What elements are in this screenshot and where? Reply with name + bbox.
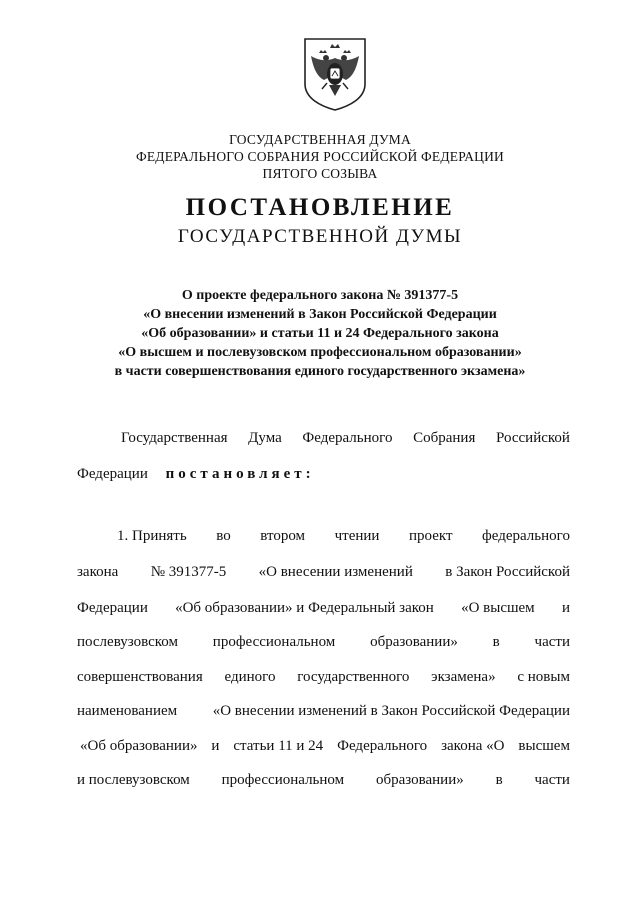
word: единого	[224, 669, 276, 685]
word: Федерального	[302, 430, 393, 446]
word: Государственная	[121, 430, 228, 446]
preamble-federation: Федерации	[77, 466, 148, 482]
word: и	[561, 600, 570, 616]
word: проект	[408, 528, 453, 544]
word: образовании»	[370, 634, 458, 650]
word: совершенствования	[77, 669, 203, 685]
about-line-2: «О внесении изменений в Закон Российской Федерации	[143, 307, 497, 322]
item1-line-2	[77, 564, 570, 581]
word: во	[216, 528, 231, 544]
about-line-5: в части совершенствования единого государственного экзамена»	[114, 364, 526, 379]
header-line-3: ПЯТОГО СОЗЫВА	[262, 166, 378, 181]
item1-line-6	[77, 703, 570, 720]
word: с новым	[517, 669, 570, 685]
document-subtitle: ГОСУДАРСТВЕННОЙ ДУМЫ	[177, 226, 463, 247]
about-line-1: О проекте федерального закона № 391377-5	[181, 288, 459, 303]
word: Собрания	[413, 430, 476, 446]
word: государственного	[297, 669, 410, 685]
about-line-3: «Об образовании» и статьи 11 и 24 Федерального закона	[141, 326, 499, 341]
word: в	[495, 772, 503, 788]
word: профессиональном	[221, 772, 345, 788]
word: образовании»	[375, 772, 464, 788]
item1-line-1	[117, 528, 570, 545]
item1-line-5	[77, 669, 570, 686]
word: Федерального	[337, 738, 428, 754]
word: «Об образовании»	[80, 738, 198, 754]
word: федерального	[482, 528, 570, 544]
word: чтении	[334, 528, 380, 544]
preamble-line-1	[121, 430, 570, 447]
word: и	[211, 738, 220, 754]
word: Российской	[496, 430, 570, 446]
word: части	[534, 634, 570, 650]
word: части	[534, 772, 570, 788]
word: Федерации	[77, 600, 148, 616]
word: в	[492, 634, 500, 650]
coat-of-arms-emblem	[302, 36, 368, 112]
word: статьи 11 и 24	[233, 738, 324, 754]
word: закона «О	[441, 738, 505, 754]
word: втором	[260, 528, 306, 544]
word: экзамена»	[431, 669, 496, 685]
word: высшем	[518, 738, 570, 754]
word: «О внесении изменений	[258, 564, 413, 580]
word: и послевузовском	[77, 772, 190, 788]
item1-line-7	[80, 738, 570, 755]
word: № 391377-5	[150, 564, 227, 580]
item1-line-8	[77, 772, 570, 789]
document-title: ПОСТАНОВЛЕНИЕ	[185, 194, 455, 221]
word: Дума	[248, 430, 282, 446]
item1-line-3	[77, 600, 570, 617]
word: послевузовском	[77, 634, 178, 650]
word: «О внесении изменений в Закон Российской Федерации	[212, 703, 570, 719]
word: 1. Принять	[117, 528, 187, 544]
word: «О высшем	[461, 600, 535, 616]
header-line-2: ФЕДЕРАЛЬНОГО СОБРАНИЯ РОССИЙСКОЙ ФЕДЕРАЦИИ	[136, 149, 504, 164]
word: профессиональном	[212, 634, 336, 650]
about-line-4: «О высшем и послевузовском профессиональном образовании»	[118, 345, 522, 360]
word: в Закон Российской	[445, 564, 570, 580]
header-line-1: ГОСУДАРСТВЕННАЯ ДУМА	[229, 132, 411, 147]
item1-line-4	[77, 634, 570, 651]
word: закона	[77, 564, 119, 580]
resolves-word: постановляет:	[165, 466, 315, 482]
preamble-line-2	[77, 466, 315, 483]
word: наименованием	[77, 703, 178, 719]
word: «Об образовании» и Федеральный закон	[175, 600, 434, 616]
